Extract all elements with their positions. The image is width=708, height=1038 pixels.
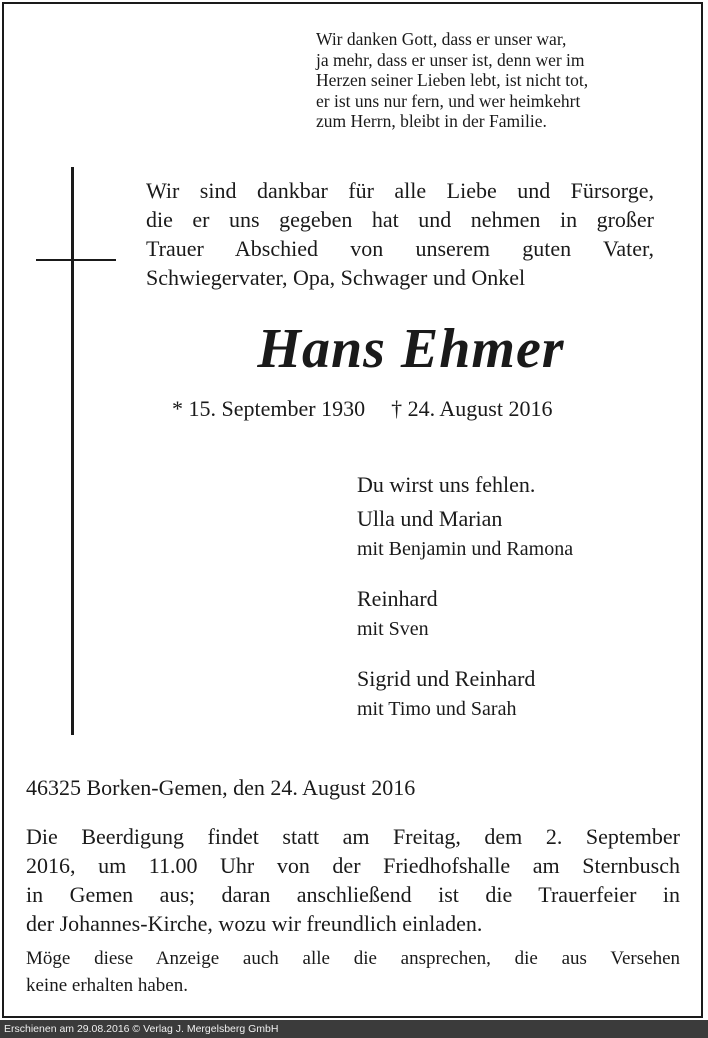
deceased-name: Hans Ehmer — [257, 318, 565, 380]
publication-footer: Erschienen am 29.08.2016 © Verlag J. Mergelsberg GmbH — [0, 1020, 708, 1038]
notice-note — [26, 945, 680, 999]
mourner-with: mit Timo und Sarah — [357, 698, 517, 720]
mourner-name: Ulla und Marian — [357, 506, 503, 531]
mourner-name: Reinhard — [357, 586, 438, 611]
intro-line: Trauer Abschied von unserem guten Vater, — [146, 236, 654, 261]
funeral-details — [26, 822, 680, 938]
mourner-with: mit Sven — [357, 618, 429, 640]
bible-quote — [316, 29, 646, 132]
miss-you-line: Du wirst uns fehlen. — [357, 472, 536, 497]
quote-line: Wir danken Gott, dass er unser war, — [316, 29, 567, 49]
quote-line: Herzen seiner Lieben lebt, ist nicht tot, — [316, 70, 589, 90]
note-line: Möge diese Anzeige auch alle die ansprechen, die aus Versehen — [26, 948, 680, 969]
place-date: 46325 Borken-Gemen, den 24. August 2016 — [26, 775, 416, 800]
funeral-line: Die Beerdigung findet statt am Freitag, dem 2. September — [26, 824, 680, 849]
funeral-line: in Gemen aus; daran anschließend ist die Trauerfeier in — [26, 882, 680, 907]
mourner-group — [357, 584, 573, 644]
mourner-with: mit Benjamin und Ramona — [357, 538, 574, 560]
death-date: † 24. August 2016 — [391, 396, 553, 421]
quote-line: er ist uns nur fern, und wer heimkehrt — [316, 90, 581, 111]
cross-icon — [71, 167, 74, 735]
funeral-line: 2016, um 11.00 Uhr von der Friedhofshalle am Sternbusch — [26, 853, 680, 878]
intro-line: die er uns gegeben hat und nehmen in großer — [146, 207, 654, 232]
funeral-line: der Johannes-Kirche, wozu wir freundlich einladen. — [26, 911, 483, 936]
mourners-list — [357, 470, 573, 724]
intro-text — [146, 176, 654, 292]
quote-line: ja mehr, dass er unser ist, denn wer im — [316, 49, 585, 70]
note-line: keine erhalten haben. — [26, 975, 188, 996]
mourner-name: Sigrid und Reinhard — [357, 666, 536, 691]
life-dates — [172, 396, 552, 422]
quote-line: zum Herrn, bleibt in der Familie. — [316, 111, 547, 131]
intro-line: Schwiegervater, Opa, Schwager und Onkel — [146, 265, 526, 290]
birth-date: * 15. September 1930 — [172, 396, 366, 421]
mourner-group — [357, 664, 573, 724]
mourner-group — [357, 504, 573, 564]
intro-line: Wir sind dankbar für alle Liebe und Fürsorge, — [146, 178, 654, 203]
cross-bar-icon — [36, 259, 116, 261]
